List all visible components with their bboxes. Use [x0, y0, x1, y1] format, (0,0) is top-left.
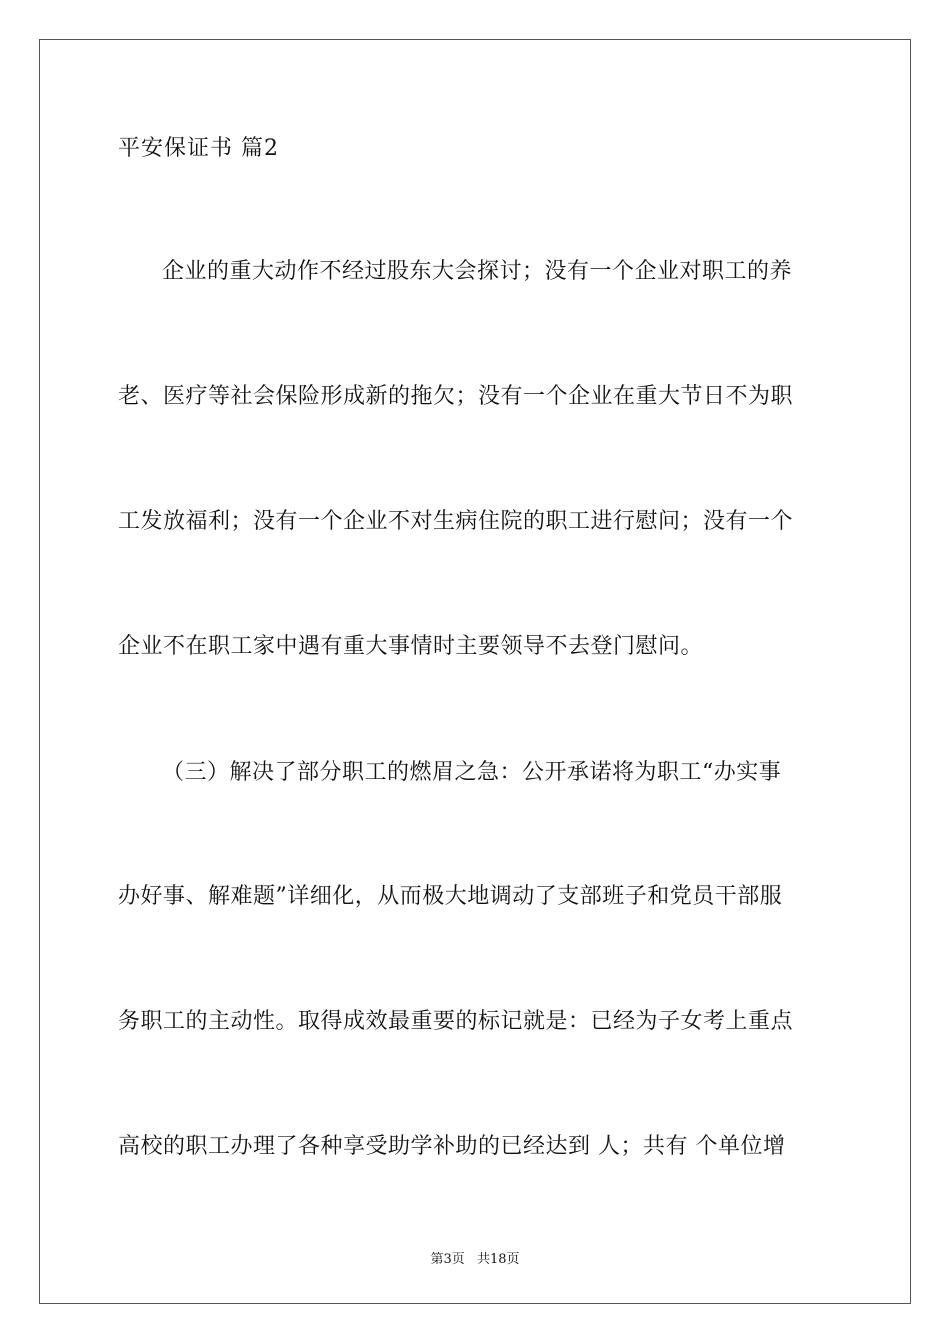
page-total: 共18页: [476, 1252, 520, 1267]
paragraph-line: 老、医疗等社会保险形成新的拖欠；没有一个企业在重大节日不为职: [118, 384, 794, 409]
paragraph-line: 办好事、解难题”详细化，从而极大地调动了支部班子和党员干部服: [118, 884, 783, 909]
section-title: 平安保证书 篇2: [118, 136, 279, 161]
paragraph-line: 工发放福利；没有一个企业不对生病住院的职工进行慰问；没有一个: [118, 509, 794, 534]
paragraph-line: 企业的重大动作不经过股东大会探讨；没有一个企业对职工的养: [162, 259, 793, 284]
page-footer: [0, 1248, 950, 1267]
page-number: 第3页: [430, 1252, 465, 1267]
paragraph-line: 高校的职工办理了各种享受助学补助的已经达到 人；共有 个单位增: [118, 1134, 786, 1159]
page-frame: [39, 39, 911, 1304]
paragraph-line: （三）解决了部分职工的燃眉之急：公开承诺将为职工“办实事: [162, 760, 782, 785]
paragraph-line: 务职工的主动性。取得成效最重要的标记就是：已经为子女考上重点: [118, 1009, 794, 1034]
paragraph-line: 企业不在职工家中遇有重大事情时主要领导不去登门慰问。: [118, 634, 704, 659]
